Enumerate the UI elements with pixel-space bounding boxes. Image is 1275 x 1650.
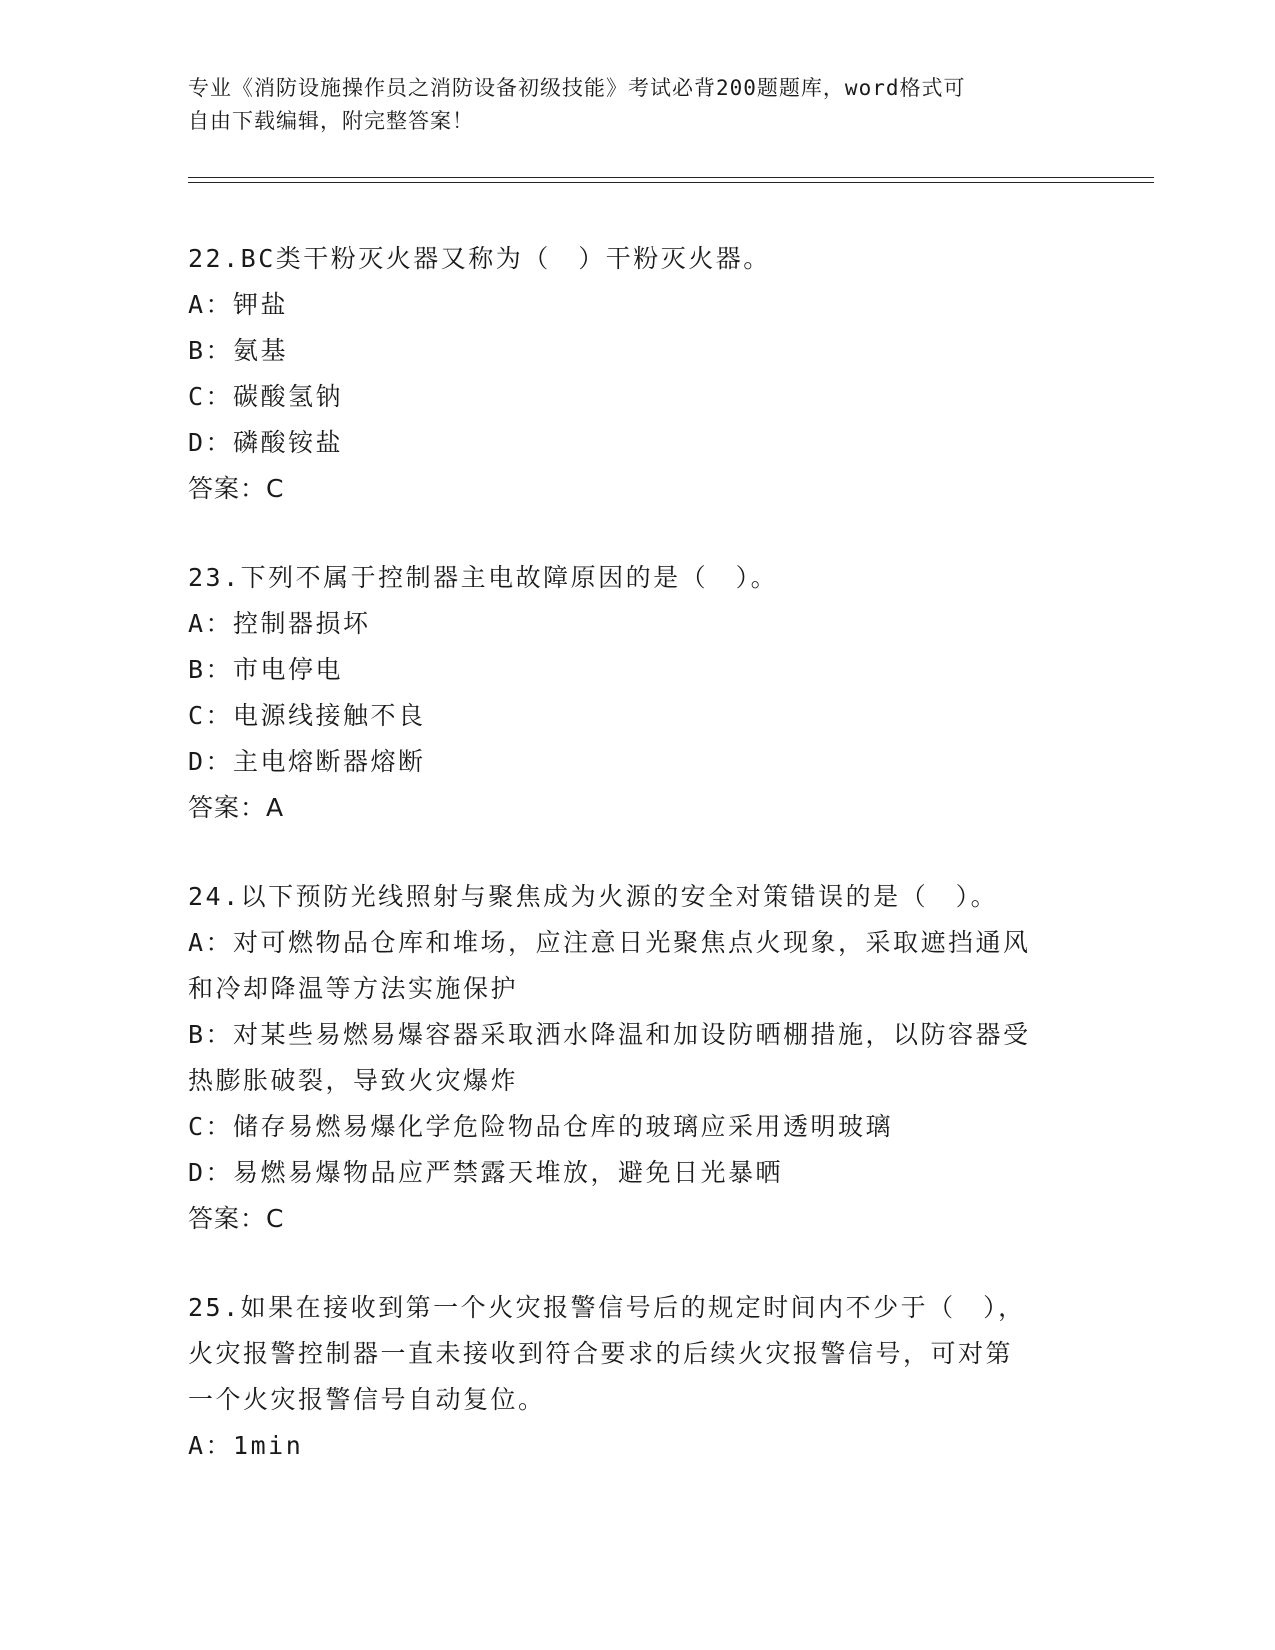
header-divider-top bbox=[188, 177, 1154, 178]
option-b: B：对某些易燃易爆容器采取洒水降温和加设防晒棚措施，以防容器受 bbox=[188, 1020, 1031, 1049]
option-c: C：储存易燃易爆化学危险物品仓库的玻璃应采用透明玻璃 bbox=[188, 1112, 894, 1141]
header-line-1: 专业《消防设施操作员之消防设备初级技能》考试必背200题题库，word格式可 bbox=[188, 76, 966, 100]
question-stem-line-3: 一个火灾报警信号自动复位。 bbox=[188, 1385, 546, 1414]
answer: 答案：A bbox=[188, 793, 285, 822]
question-stem: 24.以下预防光线照射与聚焦成为火源的安全对策错误的是（ ）。 bbox=[188, 882, 999, 911]
question-stem-line-2: 火灾报警控制器一直未接收到符合要求的后续火灾报警信号，可对第 bbox=[188, 1339, 1014, 1368]
option-d: D：主电熔断器熔断 bbox=[188, 747, 426, 776]
question-stem-line-1: 25.如果在接收到第一个火灾报警信号后的规定时间内不少于（ ）， bbox=[188, 1293, 1026, 1322]
option-b: B：氨基 bbox=[188, 336, 289, 365]
option-a: A：控制器损坏 bbox=[188, 609, 371, 638]
question-24 bbox=[188, 874, 1088, 1242]
option-c: C：碳酸氢钠 bbox=[188, 382, 344, 411]
question-23 bbox=[188, 555, 1088, 831]
document-header bbox=[188, 72, 1068, 138]
option-a-continued: 和冷却降温等方法实施保护 bbox=[188, 974, 519, 1003]
header-line-2: 自由下载编辑，附完整答案！ bbox=[188, 109, 474, 133]
option-a: A：1min bbox=[188, 1431, 304, 1460]
answer: 答案：C bbox=[188, 474, 285, 503]
question-22 bbox=[188, 236, 1088, 512]
option-a: A：对可燃物品仓库和堆场，应注意日光聚焦点火现象，采取遮挡通风 bbox=[188, 928, 1031, 957]
header-divider-bottom bbox=[188, 182, 1154, 183]
option-d: D：易燃易爆物品应严禁露天堆放，避免日光暴晒 bbox=[188, 1158, 784, 1187]
answer: 答案：C bbox=[188, 1204, 285, 1233]
option-a: A：钾盐 bbox=[188, 290, 289, 319]
option-b-continued: 热膨胀破裂，导致火灾爆炸 bbox=[188, 1066, 519, 1095]
question-stem: 22.BC类干粉灭火器又称为（ ）干粉灭火器。 bbox=[188, 244, 771, 273]
question-stem: 23.下列不属于控制器主电故障原因的是（ ）。 bbox=[188, 563, 779, 592]
option-c: C：电源线接触不良 bbox=[188, 701, 426, 730]
option-b: B：市电停电 bbox=[188, 655, 344, 684]
option-d: D：磷酸铵盐 bbox=[188, 428, 344, 457]
question-25 bbox=[188, 1285, 1088, 1469]
